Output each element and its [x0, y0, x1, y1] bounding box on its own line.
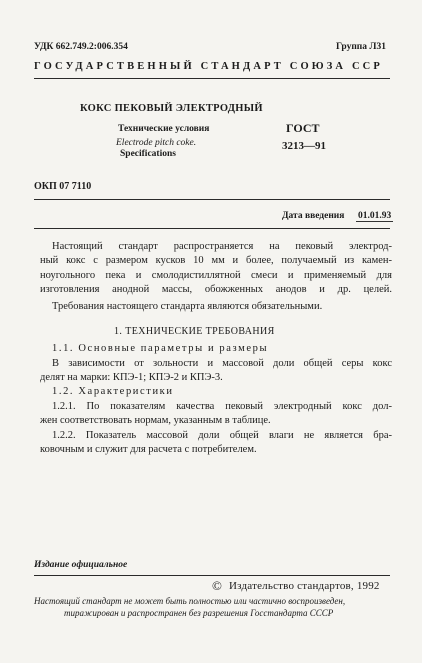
text-line: жен соответствовать нормам, указанным в таблице.: [40, 415, 271, 427]
date-divider: [34, 228, 390, 229]
item-1-2-heading: 1.2. Характеристики: [52, 386, 174, 397]
gost-label: ГОСТ: [286, 121, 320, 135]
reproduction-notice: [34, 596, 390, 619]
group-code: Группа Л31: [335, 42, 386, 52]
intro-date-value: 01.01.93: [358, 211, 392, 221]
text-line: изготовления анодной массы, обожженных анодов и др. целей.: [40, 284, 392, 296]
subtitle-en: Specifications: [120, 149, 176, 159]
udk-code: УДК 662.749.2:006.354: [34, 42, 128, 52]
text-line: 1.2.2. Показатель массовой доли общей влаги не является бра-: [52, 430, 392, 441]
title-en: Electrode pitch coke.: [116, 138, 197, 148]
intro-paragraph-1: [40, 240, 392, 298]
section-heading: 1. ТЕХНИЧЕСКИЕ ТРЕБОВАНИЯ: [114, 326, 275, 337]
text-line: ный кокс с размером кусков 10 мм и более, получаемый из камен-: [40, 255, 392, 267]
notice-line-2: тиражирован и распространен без разрешения Госстандарта СССР: [64, 607, 334, 618]
intro-paragraph-2: [40, 300, 392, 314]
official-edition: Издание официальное: [34, 560, 128, 570]
notice-line-1: Настоящий стандарт не может быть полностью или частично воспроизведен,: [34, 596, 346, 606]
item-1-2-2-text: [40, 429, 392, 458]
text-line: ковочным и служит для расчета с потребителем.: [40, 444, 257, 456]
intro-date-label: Дата введения: [282, 211, 345, 221]
title-divider: [34, 199, 390, 200]
item-1-1-text: [40, 357, 392, 386]
standard-banner: ГОСУДАРСТВЕННЫЙ СТАНДАРТ СОЮЗА ССР: [34, 61, 383, 72]
item-1-1-heading: 1.1. Основные параметры и размеры: [52, 343, 269, 354]
text-line: делят на марки: КПЭ-1; КПЭ-2 и КПЭ-3.: [40, 372, 223, 384]
text-line: Настоящий стандарт распространяется на пековый электрод-: [52, 241, 392, 252]
gost-number: 3213—91: [282, 140, 326, 152]
title-ru: КОКС ПЕКОВЫЙ ЭЛЕКТРОДНЫЙ: [80, 103, 263, 114]
header-divider: [34, 78, 390, 79]
footer-divider: [34, 575, 390, 576]
okp-code: ОКП 07 7110: [34, 181, 92, 192]
text-line: В зависимости от зольности и массовой доли общей серы кокс: [52, 358, 392, 369]
copyright-symbol: ©: [212, 578, 222, 593]
text-line: 1.2.1. По показателям качества пековый электродный кокс дол-: [52, 401, 392, 412]
text-line: ноугольного пека и смолодистиллятной смеси и применяемый для: [40, 269, 392, 281]
copyright-text: Издательство стандартов, 1992: [229, 580, 380, 592]
text-line: Требования настоящего стандарта являются обязательными.: [52, 301, 323, 312]
item-1-2-1-text: [40, 400, 392, 429]
subtitle-ru: Технические условия: [118, 124, 210, 134]
